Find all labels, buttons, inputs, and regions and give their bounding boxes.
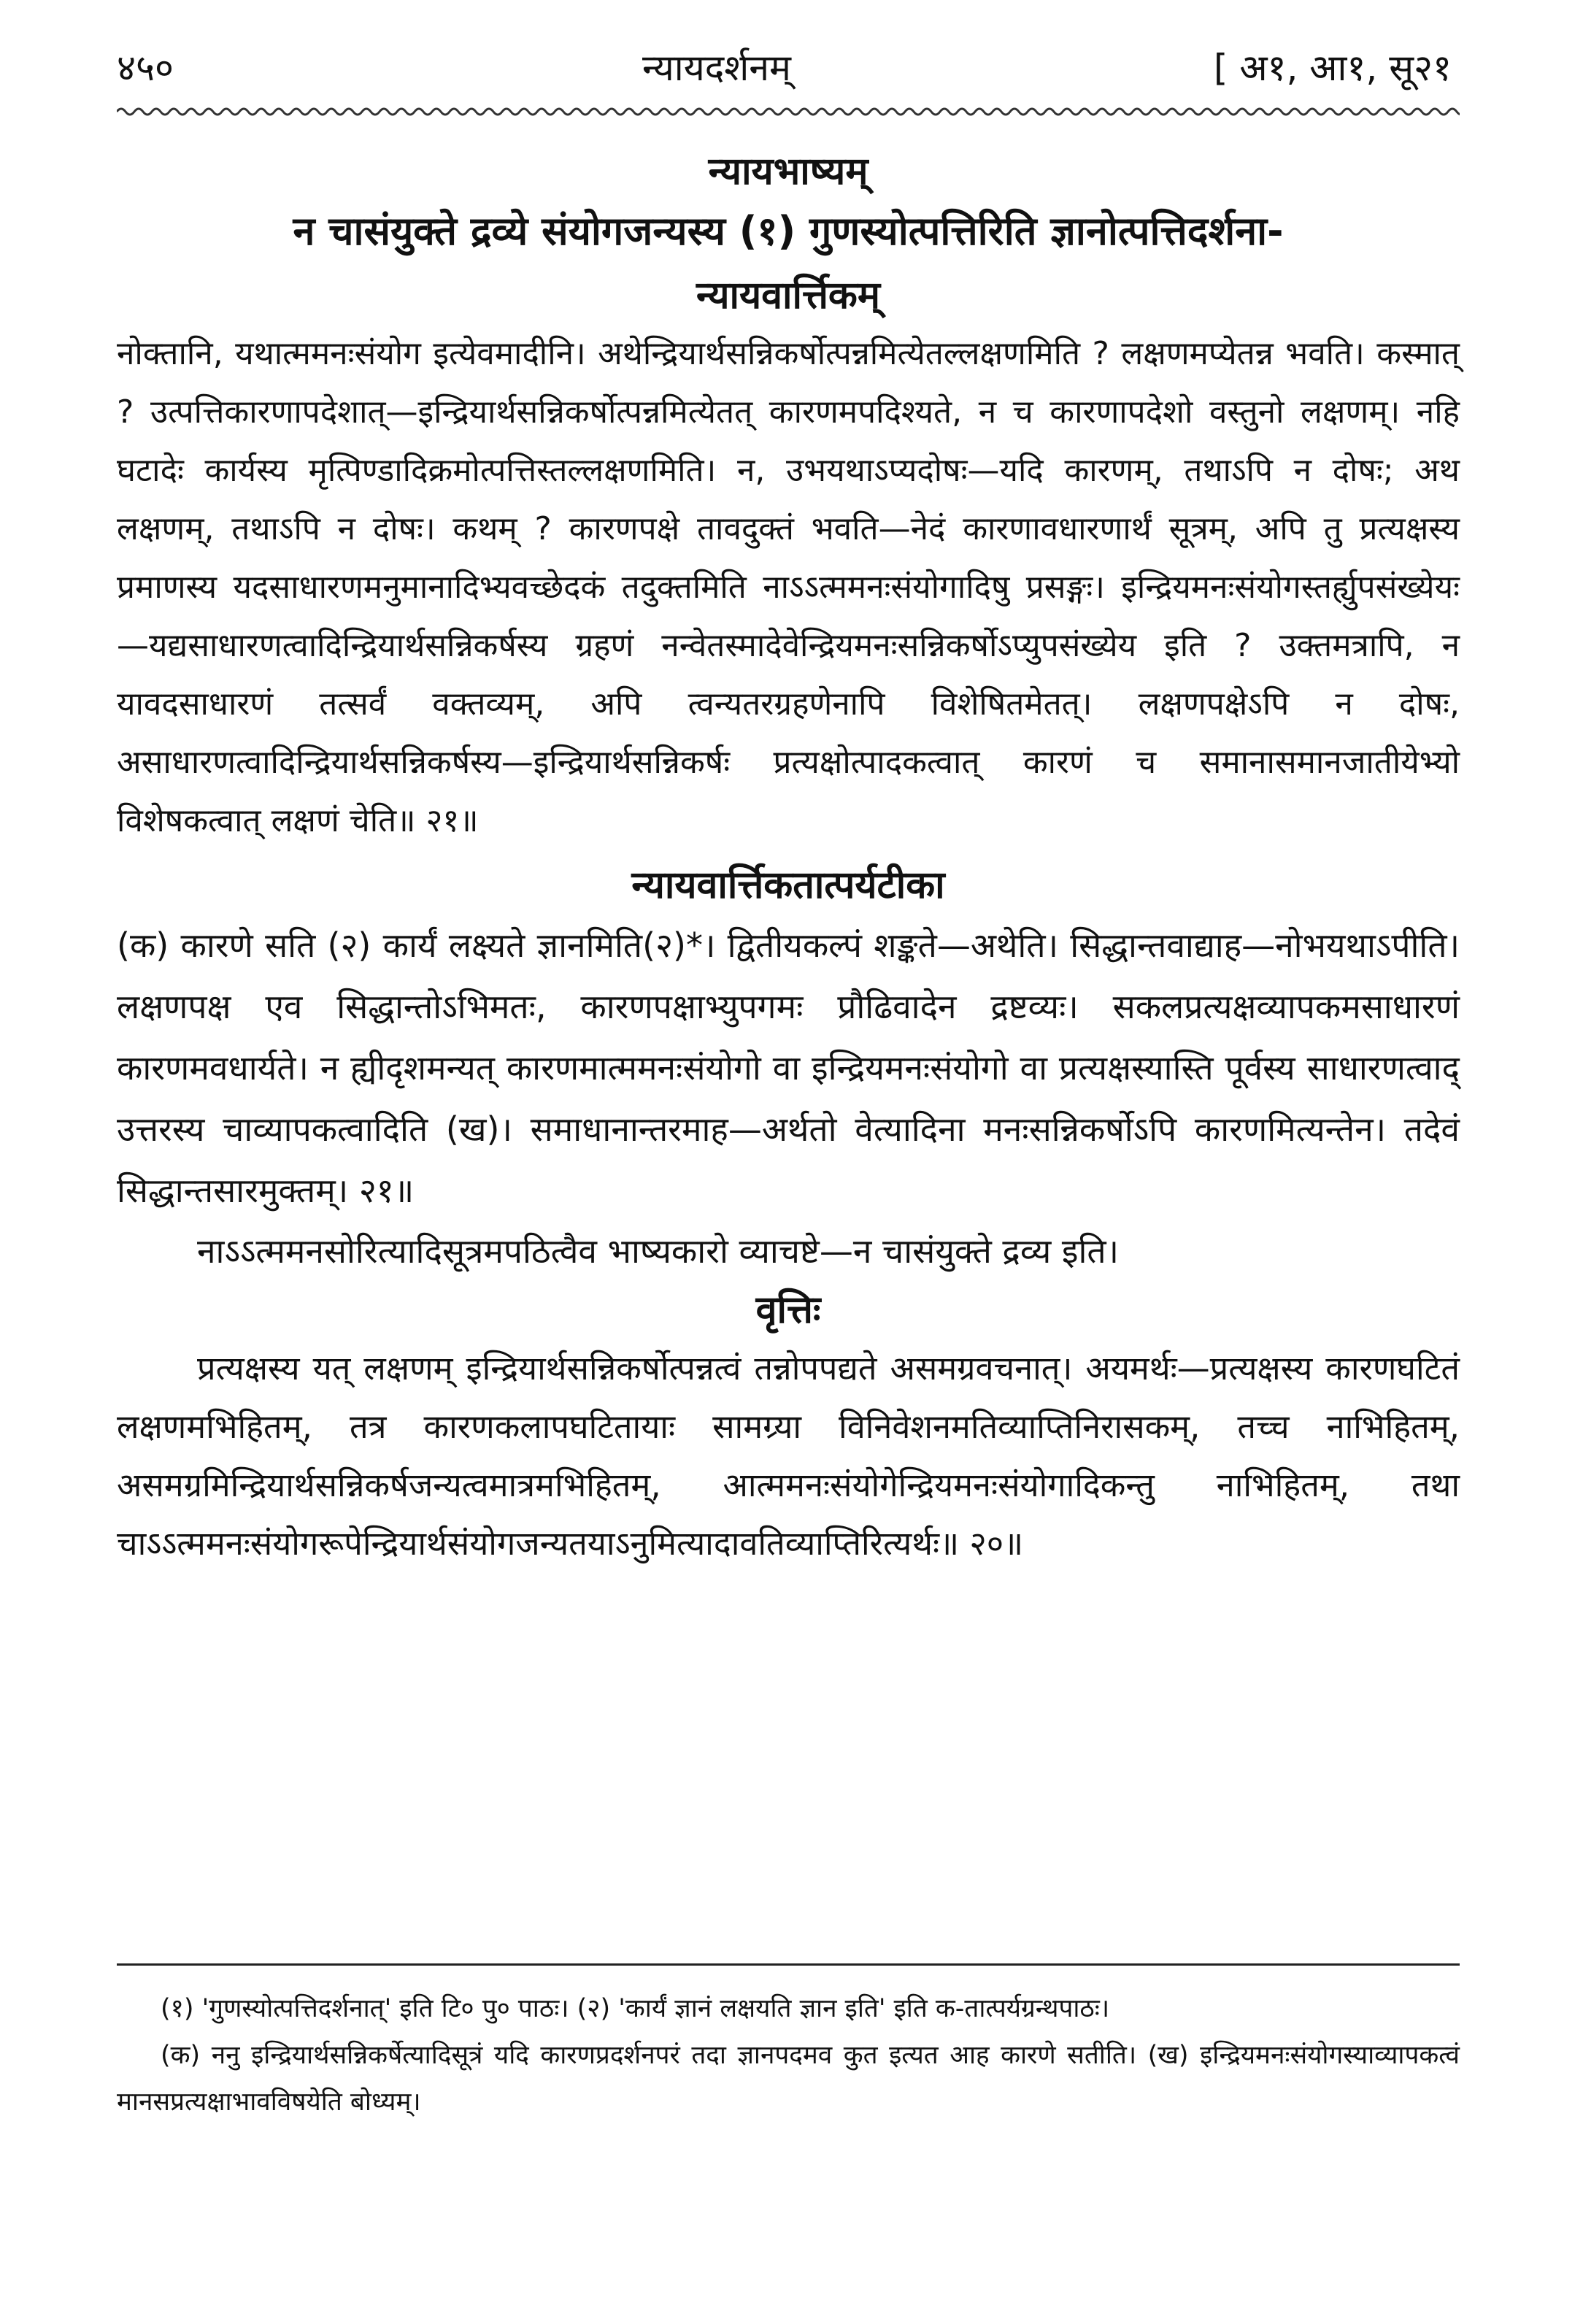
- vritti-heading: वृत्तिः: [755, 1288, 821, 1332]
- footnote-commentary: (क) ननु इन्द्रियार्थसन्निकर्षेत्यादिसूत्रं यदि कारणप्रदर्शनपरं तदा ज्ञानपदमव कुत इत्यत आह कारणे सतीति। (ख) इन्द्रियमनःसंयोगस्याव्यापकत्वं मानसप्रत्यक्षाभावविषयेति बोध्यम्।: [117, 2041, 1460, 2117]
- bhashya-heading: न्यायभाष्यम्: [708, 150, 868, 193]
- tika-note: नाऽऽत्ममनसोरित्यादिसूत्रमपठित्वैव भाष्यकारो व्याचष्टे—न चासंयुक्ते द्रव्य इति।: [197, 1231, 1120, 1271]
- vartika-paragraph: नोक्तानि, यथात्ममनःसंयोग इत्येवमादीनि। अथेन्द्रियार्थसन्निकर्षोत्पन्नमित्येतल्लक्षणमिति ? लक्षणमप्येतन्न भवति। कस्मात् ? उत्पत्तिकारणापदेशात्—इन्द्रियार्थसन्निकर्षोत्पन्नमित्येतत् कारणमपदिश्यते, न च कारणापदेशो वस्तुनो लक्षणम्। नहि घटादेः कार्यस्य मृत्पिण्डादिक्रमोत्पत्तिस्तल्लक्षणमिति। न, उभयथाऽप्यदोषः—यदि कारणम्, तथाऽपि न दोषः; अथ लक्षणम्, तथाऽपि न दोषः। कथम् ? कारणपक्षे तावदुक्तं भवति—नेदं कारणावधारणार्थं सूत्रम्, अपि तु प्रत्यक्षस्य प्रमाणस्य यदसाधारणमनुमानादिभ्यवच्छेदकं तदुक्तमिति नाऽऽत्ममनःसंयोगादिषु प्रसङ्गः। इन्द्रियमनःसंयोगस्तर्ह्युपसंख्येयः—यद्यसाधारणत्वादिन्द्रियार्थसन्निकर्षस्य ग्रहणं नन्वेतस्मादेवेन्द्रियमनःसन्निकर्षोऽप्युपसंख्येय इति ? उक्तमत्रापि, न यावदसाधारणं तत्सर्वं वक्तव्यम्, अपि त्वन्यतरग्रहणेनापि विशेषितमेतत्। लक्षणपक्षेऽपि न दोषः, असाधारणत्वादिन्द्रियार्थसन्निकर्षस्य—इन्द्रियार्थसन्निकर्षः प्रत्यक्षोत्पादकत्वात् कारणं च समानासमानजातीयेभ्यो विशेषकत्वात् लक्षणं चेति॥ २१॥: [117, 335, 1460, 839]
- main-content: [117, 142, 1460, 1573]
- running-title: न्यायदर्शनम्: [642, 47, 791, 89]
- section-reference: [ अ१, आ१, सू२१: [1213, 47, 1452, 89]
- bhashya-text: न चासंयुक्ते द्रव्ये संयोगजन्यस्य (१) गुणस्योत्पत्तिरिति ज्ञानोत्पत्तिदर्शना-: [293, 208, 1284, 254]
- header-wavy-rule: [117, 102, 1460, 121]
- tika-paragraph: (क) कारणे सति (२) कार्यं लक्ष्यते ज्ञानमिति(२)*। द्वितीयकल्पं शङ्कते—अथेति। सिद्धान्तवाद्याह—नोभयथाऽपीति। लक्षणपक्ष एव सिद्धान्तोऽभिमतः, कारणपक्षाभ्युपगमः प्रौढिवादेन द्रष्टव्यः। सकलप्रत्यक्षव्यापकमसाधारणं कारणमवधार्यते। न ह्यीदृशमन्यत् कारणमात्ममनःसंयोगो वा इन्द्रियमनःसंयोगो वा प्रत्यक्षस्यास्ति पूर्वस्य साधारणत्वाद् उत्तरस्य चाव्यापकत्वादिति (ख)। समाधानान्तरमाह—अर्थतो वेत्यादिना मनःसन्निकर्षोऽपि कारणमित्यन्तेन। तदेवं सिद्धान्तसारमुक्तम्। २१॥: [117, 926, 1460, 1210]
- footnotes: [117, 1985, 1460, 2125]
- vritti-paragraph: प्रत्यक्षस्य यत् लक्षणम् इन्द्रियार्थसन्निकर्षोत्पन्नत्वं तन्नोपपद्यते असमग्रवचनात्। अयमर्थः—प्रत्यक्षस्य कारणघटितं लक्षणमभिहितम्, तत्र कारणकलापघटितायाः सामग्र्या विनिवेशनमतिव्याप्तिनिरासकम्, तच्च नाभिहितम्, असमग्रमिन्द्रियार्थसन्निकर्षजन्यत्वमात्रमभिहितम्, आत्ममनःसंयोगेन्द्रियमनःसंयोगादिकन्तु नाभिहितम्, तथा चाऽऽत्ममनःसंयोगरूपेन्द्रियार्थसंयोगजन्यतयाऽनुमित्यादावतिव्याप्तिरित्यर्थः॥ २०॥: [117, 1349, 1460, 1563]
- footnote-divider: [117, 1963, 1460, 1966]
- page-number: ४५०: [117, 47, 174, 89]
- vartika-heading: न्यायवार्त्तिकम्: [696, 274, 880, 318]
- footnote-variant-readings: (१) 'गुणस्योत्पत्तिदर्शनात्' इति टि० पु० पाठः। (२) 'कार्यं ज्ञानं लक्षयति ज्ञान इति' इति क-तात्पर्यग्रन्थपाठः।: [161, 1994, 1110, 2023]
- tika-heading: न्यायवार्त्तिकतात्पर्यटीका: [631, 863, 945, 907]
